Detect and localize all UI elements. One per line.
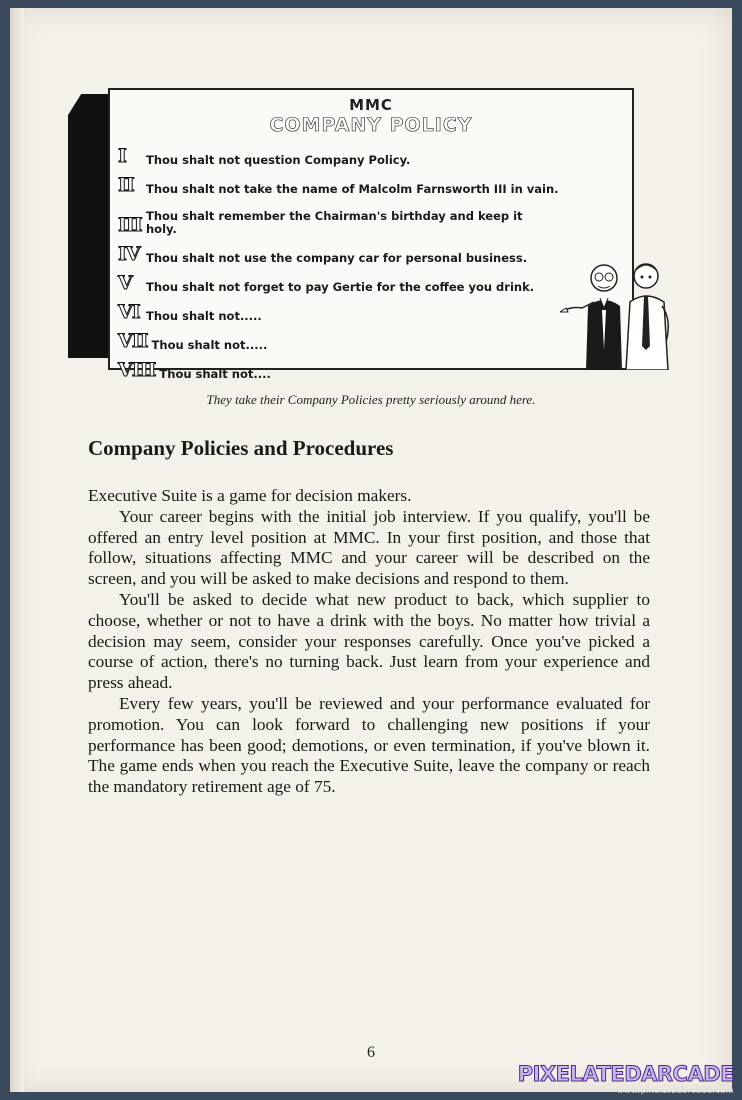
policy-rule bbox=[118, 265, 558, 294]
page-binding bbox=[10, 8, 24, 1092]
policy-rule bbox=[118, 352, 558, 381]
paragraph: Every few years, you'll be reviewed and your performance evaluated for promotion. You can look forward to challenging new positions if your performance has been good; demotions, or even termination, if you've blown it. The game ends when you reach the Executive Suite, leave the company or reach the mandatory retirement age of 75. bbox=[88, 693, 650, 797]
policy-rule bbox=[118, 294, 558, 323]
watermark bbox=[518, 1062, 734, 1095]
policy-rule bbox=[118, 167, 558, 196]
policy-rule bbox=[118, 196, 558, 236]
section-heading: Company Policies and Procedures bbox=[88, 436, 394, 460]
sign-title-mmc: MMC bbox=[349, 96, 393, 114]
section-body bbox=[88, 486, 650, 798]
illustration-caption: They take their Company Policies pretty seriously around here. bbox=[206, 392, 536, 407]
rule-numeral: VI bbox=[118, 301, 140, 323]
rule-numeral: I bbox=[118, 145, 126, 167]
rule-text: Thou shalt not use the company car for personal business. bbox=[146, 251, 528, 265]
rule-text: Thou shalt not..... bbox=[146, 309, 262, 323]
rule-numeral: VII bbox=[118, 330, 148, 352]
rule-text: Thou shalt not forget to pay Gertie for the coffee you drink. bbox=[146, 280, 535, 294]
rule-numeral: V bbox=[118, 272, 132, 294]
rule-text: Thou shalt not take the name of Malcolm Farnsworth III in vain. bbox=[146, 182, 559, 196]
policy-rules-list bbox=[118, 138, 558, 381]
rule-text: Thou shalt not..... bbox=[151, 338, 268, 352]
policy-sign bbox=[108, 88, 634, 381]
paragraph: Executive Suite is a game for decision makers. bbox=[88, 486, 412, 505]
executives-cartoon bbox=[560, 250, 680, 370]
rule-numeral: IV bbox=[118, 243, 140, 265]
rule-text: Thou shalt remember the Chairman's birthday and keep it holy. bbox=[146, 209, 523, 236]
rule-numeral: VIII bbox=[118, 359, 156, 381]
policy-rule bbox=[118, 138, 558, 167]
rule-text: Thou shalt not question Company Policy. bbox=[146, 153, 411, 167]
policy-rule bbox=[118, 323, 558, 352]
sign-title-policy: COMPANY POLICY bbox=[269, 114, 473, 136]
watermark-url: www.pixelatedarcade.com bbox=[617, 1086, 734, 1095]
watermark-brand: PIXELATEDARCADE bbox=[517, 1062, 734, 1086]
paragraph: You'll be asked to decide what new product to back, which supplier to choose, whether or not to have a drink with the boys. No matter how trivial a decision may seem, consider your responses carefully. Once you've picked a course of action, there's no turning back. Just learn from your experience and press ahead. bbox=[88, 589, 650, 693]
company-policy-illustration bbox=[68, 88, 648, 381]
policy-rule bbox=[118, 236, 558, 265]
paragraph: Your career begins with the initial job interview. If you qualify, you'll be offered an entry level position at MMC. In your first position, and those that follow, situations affecting MMC and your career will be described on the screen, and you will be asked to make decisions and respond to them. bbox=[88, 506, 650, 589]
sign-shadow bbox=[68, 94, 112, 358]
rule-numeral: III bbox=[118, 214, 142, 236]
page-number: 6 bbox=[367, 1044, 375, 1061]
rule-numeral: II bbox=[118, 174, 134, 196]
rule-text: Thou shalt not.... bbox=[159, 367, 271, 381]
